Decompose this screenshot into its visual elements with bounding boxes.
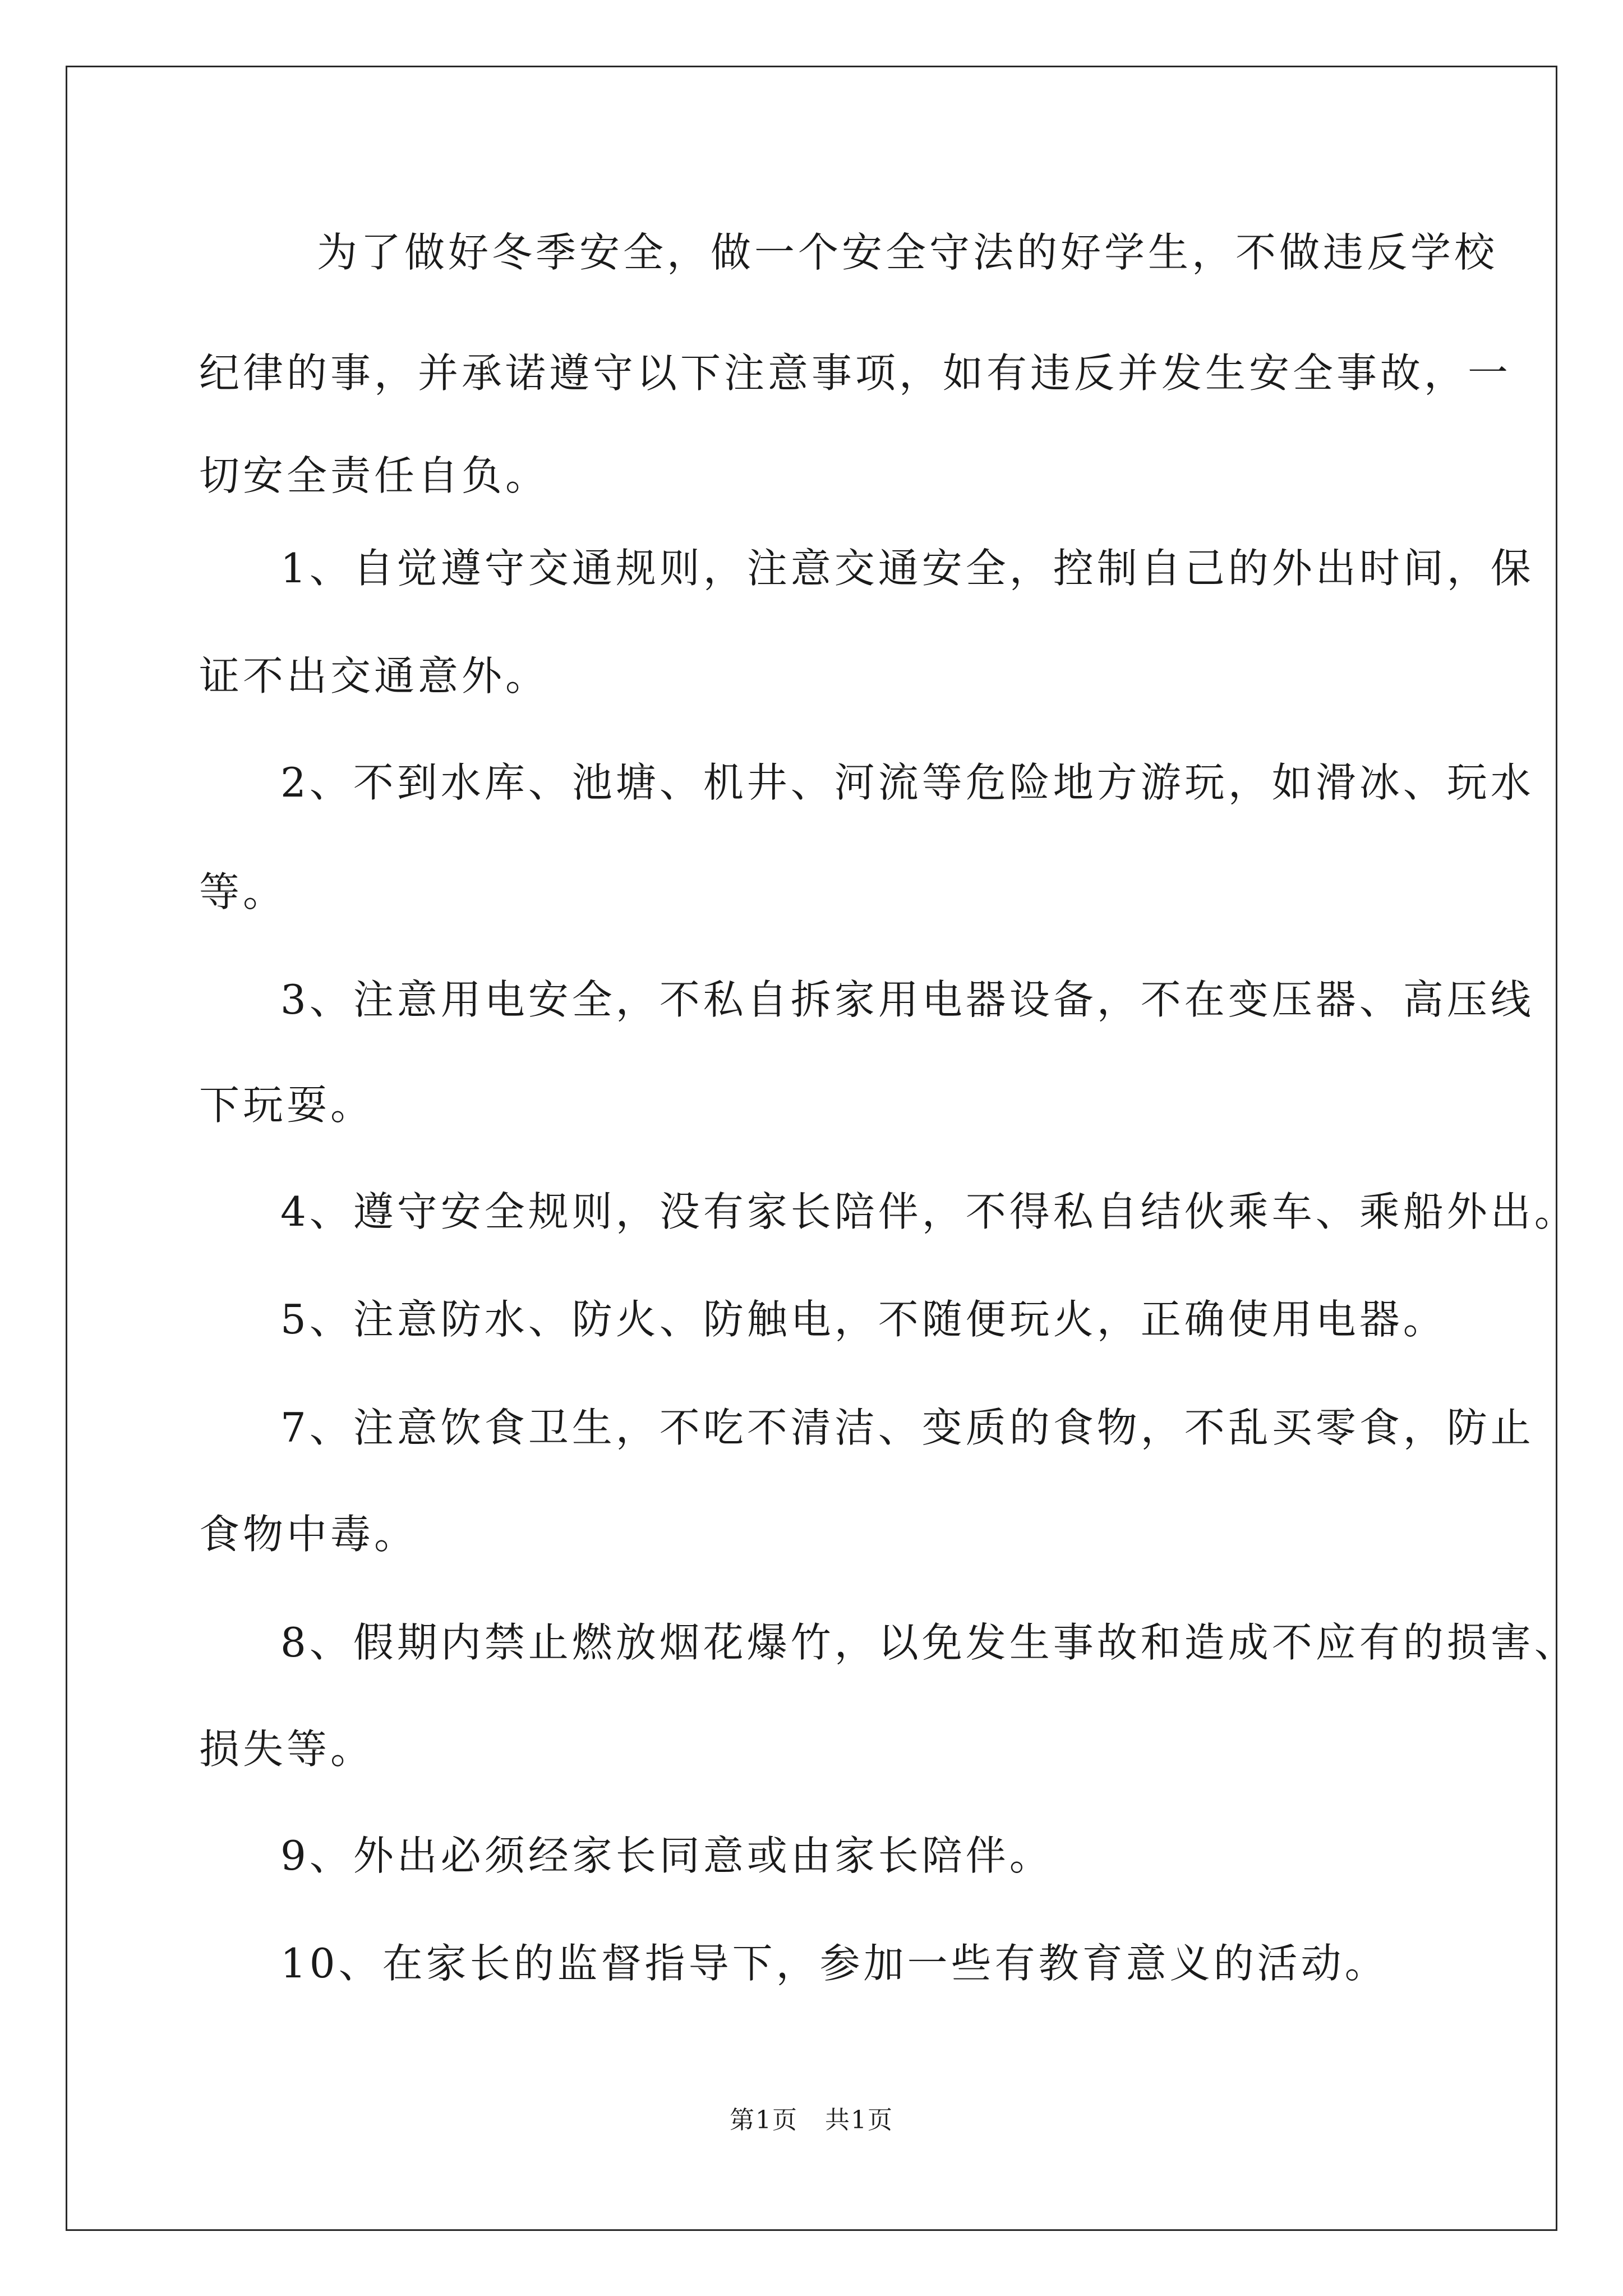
item-1-line-1: 1、自觉遵守交通规则，注意交通安全，控制自己的外出时间，保 (280, 545, 1534, 592)
paragraph-intro-line-3: 切安全责任自负。 (199, 452, 550, 499)
item-4-line-1: 4、遵守安全规则，没有家长陪伴，不得私自结伙乘车、乘船外出。 (280, 1188, 1578, 1235)
item-3-line-2: 下玩耍。 (199, 1082, 375, 1129)
page-number: 第1页 (730, 2106, 799, 2134)
item-5-line-1: 5、注意防水、防火、防触电，不随便玩火，正确使用电器。 (280, 1296, 1447, 1343)
item-8-line-1: 8、假期内禁止燃放烟花爆竹，以免发生事故和造成不应有的损害、 (280, 1619, 1578, 1666)
item-3-line-1: 3、注意用电安全，不私自拆家用电器设备，不在变压器、高压线 (280, 976, 1534, 1023)
item-2-line-1: 2、不到水库、池塘、机井、河流等危险地方游玩，如滑冰、玩水 (280, 759, 1534, 806)
item-8-line-2: 损失等。 (199, 1726, 375, 1773)
page-total: 共1页 (824, 2106, 893, 2134)
item-1-line-2: 证不出交通意外。 (199, 652, 550, 700)
page-footer (0, 2104, 1623, 2137)
item-7-line-2: 食物中毒。 (199, 1511, 418, 1558)
item-7-line-1: 7、注意饮食卫生，不吃不清洁、变质的食物，不乱买零食，防止 (280, 1404, 1534, 1451)
paragraph-intro-line-1: 为了做好冬季安全，做一个安全守法的好学生，不做违反学校 (317, 229, 1498, 276)
paragraph-intro-line-2: 纪律的事，并承诺遵守以下注意事项，如有违反并发生安全事故，一 (199, 349, 1512, 397)
item-9-line-1: 9、外出必须经家长同意或由家长陪伴。 (280, 1832, 1053, 1879)
item-2-line-2: 等。 (199, 868, 287, 915)
item-10-line-1: 10、在家长的监督指导下，参加一些有教育意义的活动。 (280, 1940, 1389, 1987)
